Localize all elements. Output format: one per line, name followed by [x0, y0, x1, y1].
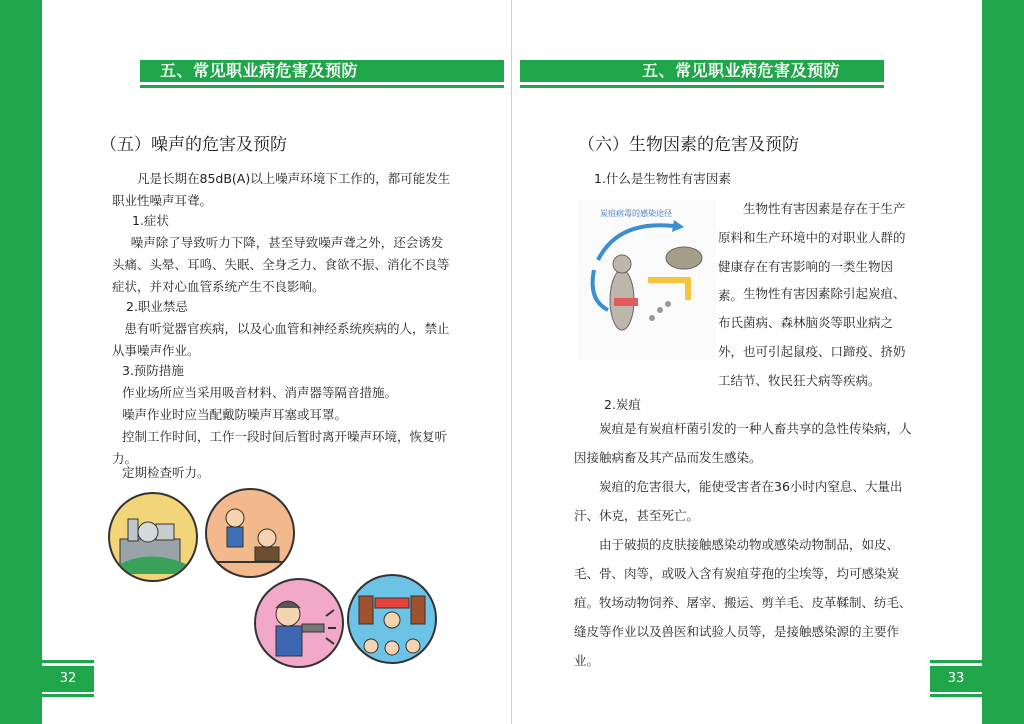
left-green-edge — [0, 0, 42, 724]
anthrax-p1: 炭疽是有炭疽杆菌引发的一种人畜共享的急性传染病，人因接触病畜及其产品而发生感染。 — [574, 421, 912, 465]
drill-worker-illustration — [254, 578, 344, 668]
prevention-item-1: 作业场所应当采用吸音材料、消声器等隔音措施。 — [122, 385, 398, 400]
right-footer-line-bottom — [930, 694, 982, 697]
right-footer-line — [930, 660, 982, 663]
bio-factor-diseases: 生物性有害因素除引起炭疽、布氏菌病、森林脑炎等职业病之外，也可引起鼠疫、口蹄疫、挤奶工结节、牧民狂犬病等疾病。 — [718, 286, 906, 388]
anthrax-subtitle: 2.炭疽 — [604, 397, 641, 412]
diagram-title: 炭疽病毒的感染途径 — [600, 209, 672, 218]
left-header-title: 五、常见职业病危害及预防 — [160, 61, 359, 80]
concert-crowd-illustration — [347, 574, 437, 664]
contraindication-body: 患有听觉器官疾病，以及心血管和神经系统疾病的人，禁止从事噪声作业。 — [112, 321, 450, 358]
prevention-title: 3.预防措施 — [122, 363, 184, 378]
bio-factor-subtitle: 1.什么是生物性有害因素 — [594, 171, 731, 186]
right-green-edge — [982, 0, 1024, 724]
right-section-title: （六）生物因素的危害及预防 — [578, 135, 799, 155]
prevention-item-3: 控制工作时间，工作一段时间后暂时离开噪声环境，恢复听力。 — [112, 429, 448, 466]
anthrax-transmission-diagram — [578, 200, 716, 360]
anthrax-p2: 炭疽的危害很大，能使受害者在36小时内窒息、大量出汗、休克，甚至死亡。 — [574, 479, 903, 523]
worker-headache-illustration — [205, 488, 295, 578]
prevention-item-2: 噪声作业时应当配戴防噪声耳塞或耳罩。 — [122, 407, 348, 422]
bio-factor-definition: 生物性有害因素是存在于生产原料和生产环境中的对职业人群的健康存在有害影响的一类生物因素。 — [718, 201, 906, 303]
left-footer-line-bottom — [42, 694, 94, 697]
left-header-underline — [140, 85, 504, 88]
prevention-item-4: 定期检查听力。 — [122, 465, 210, 480]
right-header-title: 五、常见职业病危害及预防 — [642, 61, 841, 80]
right-header-underline — [520, 85, 884, 88]
factory-noise-illustration — [108, 492, 198, 582]
anthrax-p4: 牧场动物饲养、屠宰、搬运、剪羊毛、皮革鞣制、纺毛、缝皮等作业以及兽医和试验人员等，是接触感染源的主要作业。 — [574, 595, 912, 668]
left-section-title: （五）噪声的危害及预防 — [100, 135, 287, 155]
left-footer-line — [42, 660, 94, 663]
book-spine — [511, 0, 512, 724]
right-page-number: 33 — [930, 666, 982, 692]
left-page-number: 32 — [42, 666, 94, 692]
noise-intro: 凡是长期在85dB(A)以上噪声环境下工作的，都可能发生职业性噪声耳聋。 — [112, 171, 451, 208]
contraindication-title: 2.职业禁忌 — [126, 299, 188, 314]
symptoms-body: 噪声除了导致听力下降，甚至导致噪声聋之外，还会诱发头痛、头晕、耳鸣、失眠、全身乏力、食欲不振、消化不良等症状，并对心血管系统产生不良影响。 — [112, 235, 450, 294]
symptoms-title: 1.症状 — [132, 213, 169, 228]
anthrax-p3: 由于破损的皮肤接触感染动物或感染动物制品，如皮、毛、骨、肉等，或吸入含有炭疽芽孢的尘埃等，均可感染炭疽。 — [574, 537, 900, 610]
